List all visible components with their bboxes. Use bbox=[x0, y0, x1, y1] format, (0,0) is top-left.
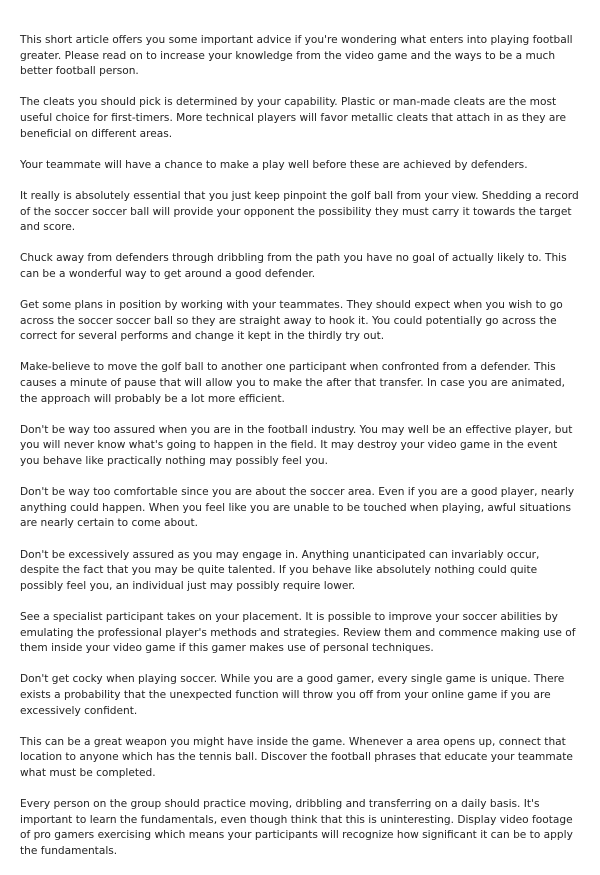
paragraph-13: This can be a great weapon you might have inside the game. Whenever a area opens up, connect that location to anyone which has the tennis ball. Discover the football phrases that educate your teammate what must be completed. bbox=[20, 735, 573, 779]
paragraph-11: See a specialist participant takes on your placement. It is possible to improve your soccer abilities by emulating the professional player's methods and strategies. Review them and commence making use of them inside your video game if this gamer makes use of personal techniques. bbox=[20, 610, 576, 655]
paragraph-10: Don't be excessively assured as you may engage in. Anything unanticipated can invariably occur, despite the fact that you may be quite talented. If you behave like absolutely nothing could quite possibly feel you, an individual just may possibly require lower. bbox=[20, 548, 540, 592]
paragraph-2: The cleats you should pick is determined by your capability. Plastic or man-made cleats are the most useful choice for first-timers. More technical players will favor metallic cleats that attach in as they are beneficial on different areas. bbox=[20, 96, 567, 140]
article-body bbox=[20, 33, 580, 875]
paragraph-5: Chuck away from defenders through dribbling from the path you have no goal of actually likely to. This can be a wonderful way to get around a good defender. bbox=[20, 252, 567, 280]
paragraph-1: This short article offers you some important advice if you're wondering what enters into playing football greater. Please read on to increase your knowledge from the video game and the ways to be a much better football person. bbox=[20, 34, 573, 78]
paragraph-6: Get some plans in position by working with your teammates. They should expect when you wish to go across the soccer soccer ball so they are straight away to hook it. You could potentially go across the correct for several performs and change it kept in the thirdly try out. bbox=[20, 299, 563, 343]
paragraph-4: It really is absolutely essential that you just keep pinpoint the golf ball from your view. Shedding a record of the soccer soccer ball will provide your opponent the possibility they must carry it towards the target and score. bbox=[20, 189, 579, 234]
paragraph-8: Don't be way too assured when you are in the football industry. You may well be an effective player, but you will never know what's going to happen in the field. It may destroy your video game in the event you behave like practically nothing may possibly feel you. bbox=[20, 423, 573, 468]
paragraph-14: Every person on the group should practice moving, dribbling and transferring on a daily basis. It's important to learn the fundamentals, even though think that this is uninteresting. Display video footage of pro gamers exercising which means your participants will recognize how significant it can be to apply the fundamentals. bbox=[20, 798, 573, 857]
paragraph-7: Make-believe to move the golf ball to another one participant when confronted from a defender. This causes a minute of pause that will allow you to make the after that transfer. In case you are animated, the approach will probably be a lot more efficient. bbox=[20, 361, 566, 405]
paragraph-3: Your teammate will have a chance to make a play well before these are achieved by defenders. bbox=[20, 158, 528, 171]
paragraph-12: Don't get cocky when playing soccer. While you are a good gamer, every single game is unique. There exists a probability that the unexpected function will throw you off from your online game if you are excessively confident. bbox=[20, 673, 565, 717]
paragraph-9: Don't be way too comfortable since you are about the soccer area. Even if you are a good player, nearly anything could happen. When you feel like you are unable to be touched when playing, awful situations are nearly certain to come about. bbox=[20, 486, 575, 530]
